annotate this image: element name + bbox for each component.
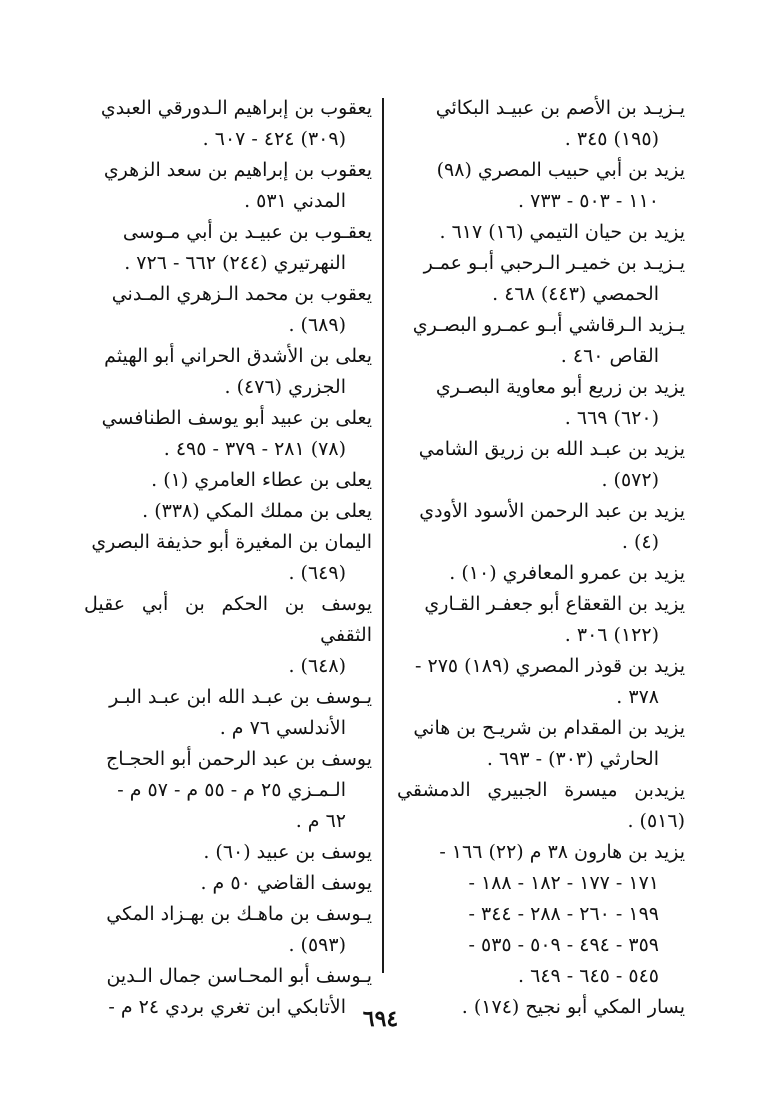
entry-name: يعقوب بن إبراهيم الـدورقي العبدي: [100, 97, 372, 119]
entry-name: يزيد بن المقدام بن شريـح بن هاني: [413, 717, 685, 739]
index-entry: [397, 372, 685, 434]
entry-refs: (٤) .: [621, 531, 659, 553]
entry-refs: (١٢٢) ٣٠٦ .: [564, 624, 659, 646]
entry-refs: ٦٢ م .: [295, 810, 346, 832]
entry-refs: الأتابكي ابن تغري بردي ٢٤ م -: [108, 996, 346, 1018]
index-entry: [397, 558, 685, 589]
entry-refs: المدني ٥٣١ .: [244, 190, 346, 212]
index-entry: [397, 651, 685, 713]
entry-name: يـزيد الـرقاشي أبـو عمـرو البصـري: [412, 314, 685, 336]
entry-name: يزيد بن زريع أبو معاوية البصـري: [435, 376, 685, 398]
entry-name: يـوسف بن ماهـك بن بهـزاد المكي: [106, 903, 372, 925]
index-column-right: [397, 93, 685, 1023]
index-entry: [84, 496, 372, 527]
entry-refs: ٣٧٨ .: [616, 686, 659, 708]
entry-refs: ١١٠ - ٥٠٣ - ٧٣٣ .: [518, 190, 659, 212]
entry-name: يـزيـد بن الأصم بن عبيـد البكائي: [435, 97, 685, 119]
entry-refs: الأندلسي ٧٦ م .: [219, 717, 346, 739]
index-entry: [397, 713, 685, 775]
page-number: ٦٩٤: [362, 1006, 399, 1032]
index-entry: [84, 837, 372, 868]
entry-refs: القاص ٤٦٠ .: [560, 345, 659, 367]
entry-refs: (٦٢٠) ٦٦٩ .: [564, 407, 659, 429]
entry-name: اليمان بن المغيرة أبو حذيفة البصري: [91, 531, 372, 553]
entry-refs: الحارثي (٣٠٣) - ٦٩٣ .: [486, 748, 659, 770]
index-entry: [84, 868, 372, 899]
index-entry: [397, 775, 685, 837]
entry-name: يزيد بن عبـد الله بن زريق الشامي: [418, 438, 685, 460]
entry-name: يـوسف أبو المحـاسن جمال الـدين: [106, 965, 372, 987]
entry-name: يزيد بن أبي حبيب المصري (٩٨): [436, 159, 685, 181]
index-entry: [84, 527, 372, 589]
entry-refs: ٣٥٩ - ٤٩٤ - ٥٠٩ - ٥٣٥ -: [468, 934, 659, 956]
entry-refs: النهرتيري (٢٤٤) ٦٦٢ - ٧٢٦ .: [124, 252, 346, 274]
entry-name: يعلى بن الأشدق الحراني أبو الهيثم: [104, 345, 372, 367]
entry-name: يزيد بن هارون ٣٨ م (٢٢) ١٦٦ -: [439, 841, 685, 863]
entry-name: يسار المكي أبو نجيح (١٧٤) .: [461, 996, 685, 1018]
index-entry: [84, 93, 372, 155]
entry-refs: (٦٤٩) .: [288, 562, 346, 584]
entry-refs: ١٧١ - ١٧٧ - ١٨٢ - ١٨٨ -: [468, 872, 659, 894]
index-entry: [84, 341, 372, 403]
entry-name: يزيد بن قوذر المصري (١٨٩) ٢٧٥ -: [415, 655, 685, 677]
index-entry: [84, 465, 372, 496]
index-entry: [397, 248, 685, 310]
entry-refs: الحمصي (٤٤٣) ٤٦٨ .: [492, 283, 659, 305]
index-entry: [397, 589, 685, 651]
index-entry: [397, 837, 685, 992]
index-entry: [84, 899, 372, 961]
index-entry: [84, 279, 372, 341]
index-entry: [397, 496, 685, 558]
entry-refs: (٦٤٨) .: [288, 655, 346, 677]
entry-name: يوسف بن عبيد (٦٠) .: [203, 841, 372, 863]
entry-refs: ٥٤٥ - ٦٤٥ - ٦٤٩ .: [518, 965, 659, 987]
entry-refs: (٣٠٩) ٤٢٤ - ٦٠٧ .: [202, 128, 346, 150]
column-divider: [382, 98, 384, 973]
entry-refs: (٧٨) ٢٨١ - ٣٧٩ - ٤٩٥ .: [163, 438, 346, 460]
entry-name: يوسف القاضي ٥٠ م .: [200, 872, 372, 894]
entry-name: يـوسف بن عبـد الله ابن عبـد البـر: [109, 686, 372, 708]
entry-refs: (٦٨٩) .: [288, 314, 346, 336]
entry-name: يزيد بن القعقاع أبو جعفـر القـاري: [424, 593, 685, 615]
entry-name: يعقوب بن محمد الـزهري المـدني: [111, 283, 372, 305]
entry-name: يوسف بن الحكم بن أبي عقيل الثقفي: [84, 593, 372, 646]
entry-name: يـزيـد بن خميـر الـرحبي أبـو عمـر: [423, 252, 685, 274]
entry-refs: الـمـزي ٢٥ م - ٥٥ م - ٥٧ م -: [117, 779, 346, 801]
entry-name: يعلى بن مملك المكي (٣٣٨) .: [142, 500, 372, 522]
entry-name: يعقوب بن إبراهيم بن سعد الزهري: [103, 159, 372, 181]
index-entry: [84, 589, 372, 682]
index-entry: [397, 310, 685, 372]
entry-name: يعلى بن عطاء العامري (١) .: [151, 469, 372, 491]
index-entry: [84, 403, 372, 465]
index-entry: [397, 434, 685, 496]
entry-name: يعقـوب بن عبيـد بن أبي مـوسى: [122, 221, 372, 243]
index-entry: [84, 744, 372, 837]
entry-name: يزيد بن عبد الرحمن الأسود الأودي: [419, 500, 685, 522]
index-entry: [397, 93, 685, 155]
index-entry: [397, 217, 685, 248]
entry-refs: ١٩٩ - ٢٦٠ - ٢٨٨ - ٣٤٤ -: [468, 903, 659, 925]
entry-name: يزيد بن حيان التيمي (١٦) ٦١٧ .: [439, 221, 685, 243]
index-column-left: [84, 93, 372, 1023]
index-entry: [84, 155, 372, 217]
entry-refs: (٥٩٣) .: [288, 934, 346, 956]
entry-refs: (٥٧٢) .: [601, 469, 659, 491]
index-entry: [397, 155, 685, 217]
index-entry: [84, 217, 372, 279]
entry-refs: (١٩٥) ٣٤٥ .: [564, 128, 659, 150]
entry-name: يزيدبن ميسرة الجبيري الدمشقي (٥١٦) .: [397, 779, 685, 832]
entry-refs: الجزري (٤٧٦) .: [224, 376, 346, 398]
entry-name: يعلى بن عبيد أبو يوسف الطنافسي: [101, 407, 372, 429]
index-entry: [84, 682, 372, 744]
entry-name: يزيد بن عمرو المعافري (١٠) .: [449, 562, 685, 584]
entry-name: يوسف بن عبد الرحمن أبو الحجـاج: [105, 748, 372, 770]
